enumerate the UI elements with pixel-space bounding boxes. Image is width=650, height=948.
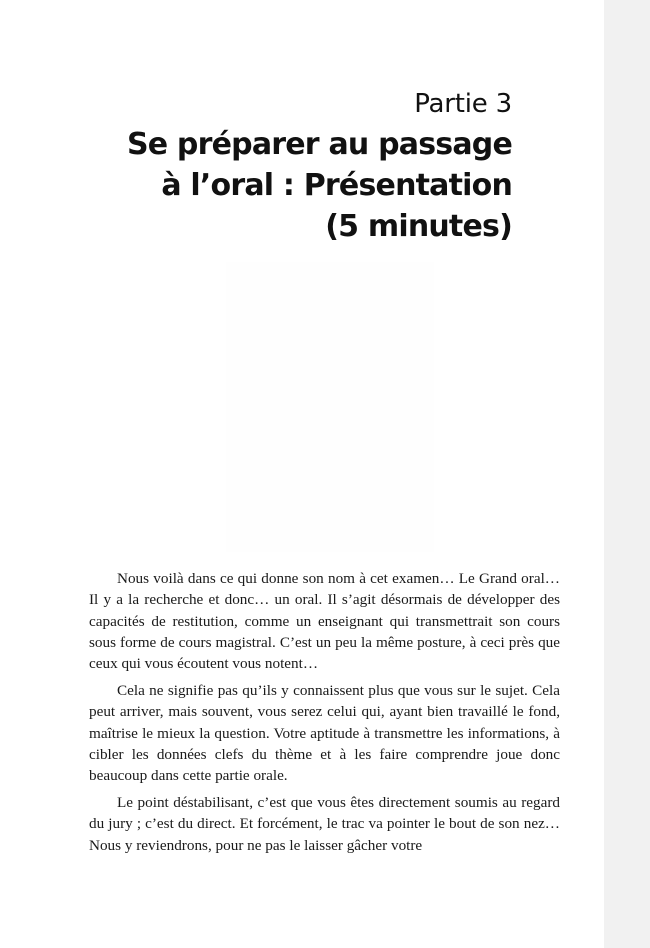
chapter-title — [52, 124, 512, 247]
illustration-placeholder — [226, 262, 434, 552]
paragraph: Cela ne signifie pas qu’ils y connaissent plus que vous sur le sujet. Cela peut arriver, mais souvent, vous serez celui qui, ayant bien travaillé le fond, maîtrise le mieux la question. Votre aptitude à transmettre les informations, à cibler les données clefs du thème et à les faire comprendre joue donc beaucoup dans cette partie orale. — [89, 681, 560, 785]
part-label: Partie 3 — [414, 89, 512, 119]
paragraph: Le point déstabilisant, c’est que vous êtes directement soumis au regard du jury ; c’est du direct. Et forcément, le trac va pointer le bout de son nez… Nous y reviendrons, pour ne pas le laisser gâcher votre — [89, 793, 560, 854]
chapter-title-line: à l’oral : Présentation — [161, 168, 512, 203]
body-text — [89, 568, 560, 861]
chapter-heading — [52, 86, 512, 247]
chapter-title-line: Se préparer au passage — [126, 127, 512, 162]
page-margin-strip — [604, 0, 650, 948]
paragraph: Nous voilà dans ce qui donne son nom à cet examen… Le Grand oral… Il y a la recherche et donc… un oral. Il s’agit désormais de développer des capacités de restitution, comme un enseignant qui transmettrait son cours sous forme de cours magistral. C’est un peu la même posture, à ceci près que ceux qui vous écoutent vous notent… — [89, 570, 560, 673]
chapter-title-line: (5 minutes) — [325, 209, 512, 244]
